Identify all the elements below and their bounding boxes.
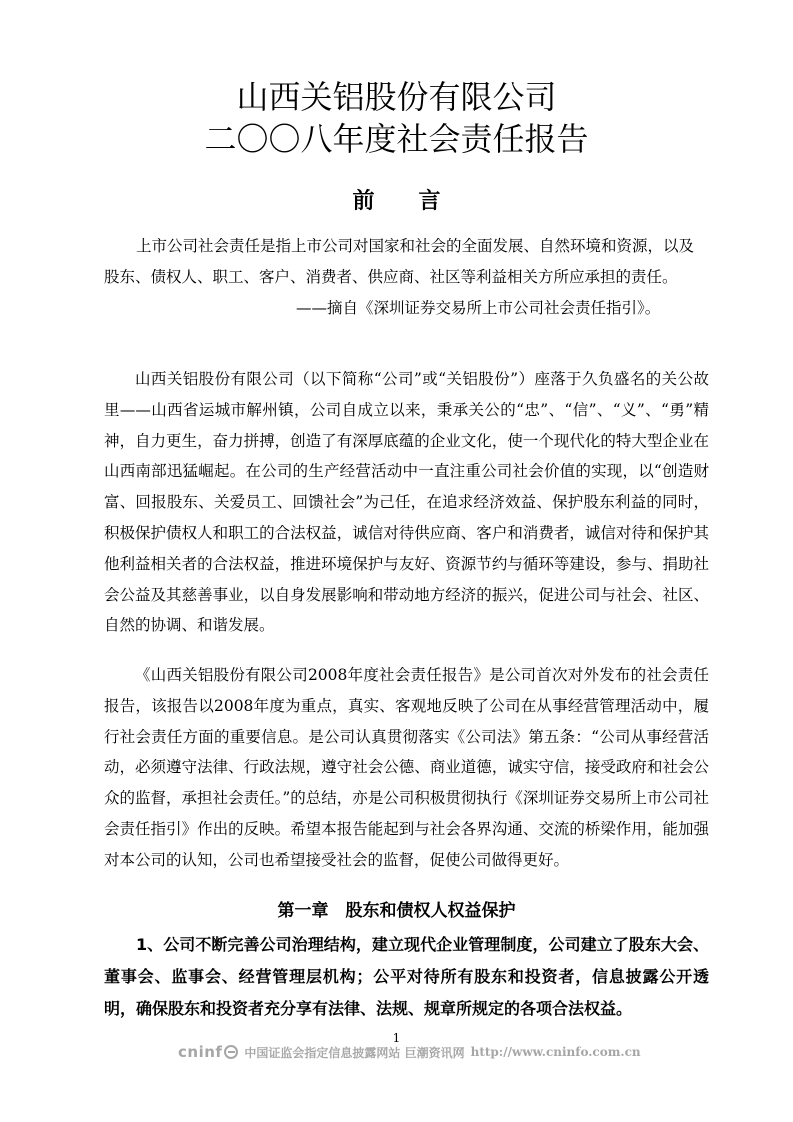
footer-watermark	[178, 1043, 641, 1061]
quote-attribution: ——摘自《深圳证券交易所上市公司社会责任指引》。	[296, 299, 661, 317]
chapter-heading: 第一章 股东和债权人权益保护	[277, 901, 516, 921]
cninfo-logo-text: cninf	[178, 1043, 223, 1061]
report-description-paragraph: 《山西关铝股份有限公司2008年度社会责任报告》是公司首次对外发布的社会责任报告，该报告以2008年度为重点，真实、客观地反映了公司在从事经营管理活动中，履行社会责任方面的重要信息。是公司认真贯彻落实《公司法》第五条：“公司从事经营活动，必须遵守法律、行政法规，遵守社会公德、商业道德，诚实守信，接受政府和社会公众的监督，承担社会责任。”的总结，亦是公司积极贯彻执行《深圳证券交易所上市公司社会责任指引》作出的反映。希望本报告能起到与社会各界沟通、交流的桥梁作用，能加强对本公司的认知，公司也希望接受社会的监督，促使公司做得更好。	[104, 666, 709, 869]
quote-line-1: 上市公司社会责任是指上市公司对国家和社会的全面发展、自然环境和资源，以及	[136, 237, 695, 255]
page-number: 1	[392, 1031, 401, 1045]
footer-url: http://www.cninfo.com.cn	[470, 1045, 641, 1059]
intro-paragraph: 山西关铝股份有限公司（以下简称“公司”或“关铝股份”）座落于久负盛名的关公故里——山西省运城市解州镇，公司自成立以来，秉承关公的“忠”、“信”、“义”、“勇”精神，自力更生，奋力拼搏，创造了有深厚底蕴的企业文化，使一个现代化的特大型企业在山西南部迅猛崛起。在公司的生产经营活动中一直注重公司社会价值的实现，以“创造财富、回报股东、关爱员工、回馈社会”为己任，在追求经济效益、保护股东利益的同时，积极保护债权人和职工的合法权益，诚信对待供应商、客户和消费者，诚信对待和保护其他利益相关者的合法权益，推进环境保护与友好、资源节约与循环等建设，参与、捐助社会公益及其慈善事业，以自身发展影响和带动地方经济的振兴，促进公司与社会、社区、自然的协调、和谐发展。	[104, 370, 709, 635]
governance-paragraph: 1、公司不断完善公司治理结构，建立现代企业管理制度，公司建立了股东大会、董事会、监事会、经营管理层机构；公平对待所有股东和投资者，信息披露公开透明，确保股东和投资者充分享有法律、法规、规章所规定的各项合法权益。	[104, 935, 709, 1018]
quote-line-2: 股东、债权人、职工、客户、消费者、供应商、社区等利益相关方所应承担的责任。	[104, 268, 678, 286]
preface-heading	[0, 186, 793, 216]
footer-site-name: 中国证监会指定信息披露网站 巨潮资讯网	[244, 1045, 465, 1060]
cninfo-logo-icon	[224, 1045, 238, 1059]
report-title-year: 二〇〇八年度社会责任报告	[204, 120, 589, 158]
report-title-company: 山西关铝股份有限公司	[236, 78, 557, 116]
preface-heading-text: 前言	[352, 188, 485, 214]
